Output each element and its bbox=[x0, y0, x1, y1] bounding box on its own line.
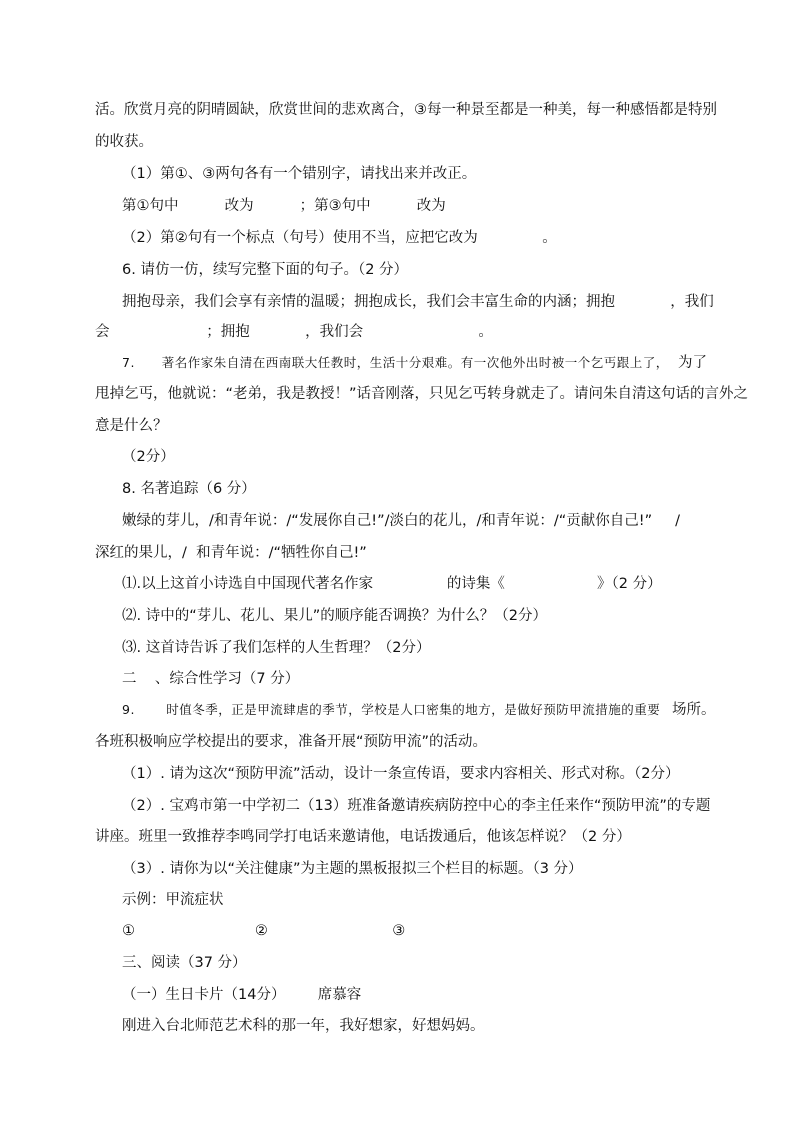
text-line: 拥抱母亲，我们会享有亲情的温暖；拥抱成长，我们会丰富生命的内涵；拥抱 ，我们 bbox=[122, 294, 714, 310]
text-line: 嫩绿的芽儿，/和青年说：/“发展你自己!”/淡白的花儿，/和青年说：/“贡献你自己!” / bbox=[122, 513, 681, 529]
text-line: 9. 时值冬季，正是甲流肆虐的季节，学校是人口密集的地方，是做好预防甲流措施的重要 bbox=[122, 702, 661, 717]
text-line: 场所。 bbox=[672, 702, 716, 718]
section-heading: 三、阅读（37 分） bbox=[122, 955, 247, 971]
text-line: ⑶. 这首诗告诉了我们怎样的人生哲理？（2分） bbox=[122, 640, 431, 656]
text-line: 讲座。班里一致推荐李鸣同学打电话来邀请他，电话拨通后，他该怎样说？（2 分） bbox=[95, 829, 631, 845]
section-heading: 二 、综合性学习（7 分） bbox=[122, 671, 300, 687]
text-line: 8. 名著追踪（6 分） bbox=[122, 481, 256, 497]
text-line: ① ② ③ bbox=[122, 923, 406, 939]
text-line: 各班积极响应学校提出的要求，准备开展“预防甲流”的活动。 bbox=[95, 734, 488, 750]
text-line: 第①句中 改为 ；第③句中 改为 bbox=[122, 198, 446, 214]
text-line: （2）第②句有一个标点（句号）使用不当，应把它改为 。 bbox=[122, 230, 557, 246]
text-line: 7. 著名作家朱自清在西南联大任教时，生活十分艰难。有一次他外出时被一个乞丐跟上了， bbox=[122, 355, 669, 370]
text-line: 活。欣赏月亮的阴晴圆缺，欣赏世间的悲欢离合，③每一种景至都是一种美，每一种感悟都是特别 bbox=[95, 102, 717, 118]
text-line: 会 ；拥抱 ，我们会 。 bbox=[95, 324, 493, 340]
text-line: 甩掉乞丐，他就说：“老弟，我是教授！”话音刚落，只见乞丐转身就走了。请问朱自清这句话的言外之 bbox=[95, 386, 749, 402]
text-line: ⑴.以上这首小诗选自中国现代著名作家 的诗集《 》（2 分） bbox=[122, 576, 662, 592]
text-line: 6. 请仿一仿，续写完整下面的句子。（2 分） bbox=[122, 262, 409, 278]
text-line: （一）生日卡片（14分） 席慕容 bbox=[122, 987, 362, 1003]
text-line: 深红的果儿，/ 和青年说：/“牺牲你自己!” bbox=[95, 545, 367, 561]
text-line: 示例：甲流症状 bbox=[122, 892, 224, 908]
text-line: ⑵. 诗中的“芽儿、花儿、果儿”的顺序能否调换？为什么？（2分） bbox=[122, 608, 547, 624]
text-line: （2）. 宝鸡市第一中学初二（13）班准备邀请疾病防控中心的李主任来作“预防甲流”的专题 bbox=[122, 798, 711, 814]
text-line: （2分） bbox=[122, 449, 175, 465]
text-line: （1）. 请为这次“预防甲流”活动，设计一条宣传语，要求内容相关、形式对称。（2分） bbox=[122, 766, 680, 782]
text-line: （3）. 请你为以“关注健康”为主题的黑板报拟三个栏目的标题。（3 分） bbox=[122, 861, 583, 877]
text-line: 刚进入台北师范艺术科的那一年，我好想家，好想妈妈。 bbox=[122, 1018, 485, 1034]
text-line: （1）第①、③两句各有一个错别字，请找出来并改正。 bbox=[122, 166, 477, 182]
text-line: 为了 bbox=[678, 355, 707, 371]
text-line: 的收获。 bbox=[95, 134, 153, 150]
text-line: 意是什么？ bbox=[95, 418, 168, 434]
